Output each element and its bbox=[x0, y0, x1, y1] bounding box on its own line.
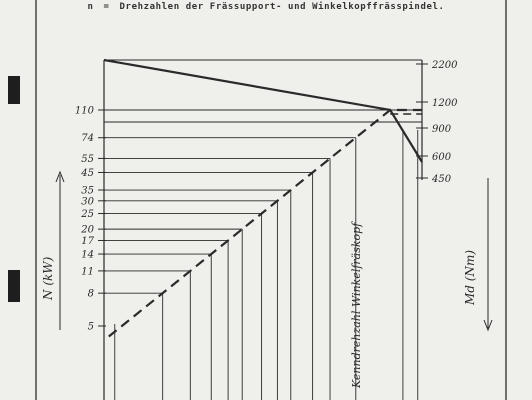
left-tick-label: 45 bbox=[81, 167, 94, 179]
left-tick-label: 8 bbox=[87, 288, 94, 300]
left-tick-label: 20 bbox=[81, 224, 94, 236]
left-axis-label: N (kW) bbox=[41, 256, 55, 300]
series-torque-line bbox=[104, 60, 422, 162]
right-axis-label-group bbox=[463, 250, 477, 306]
left-axis-label-group bbox=[41, 256, 55, 301]
binder-mark-top bbox=[8, 76, 20, 104]
left-tick-label: 35 bbox=[81, 185, 94, 197]
right-tick-label: 600 bbox=[432, 152, 452, 163]
caption-sep: = bbox=[103, 2, 110, 12]
right-tick-label: 1200 bbox=[432, 98, 458, 109]
left-tick-label: 17 bbox=[81, 235, 94, 247]
curve-annotation: Kenndrehzahl Winkelfräskopf bbox=[350, 222, 363, 388]
right-tick-label: 900 bbox=[432, 124, 452, 135]
left-tick-label: 74 bbox=[81, 133, 94, 145]
series-speed-dashed-line bbox=[109, 110, 422, 337]
curve-annotation-group bbox=[350, 221, 363, 389]
left-tick-label: 25 bbox=[81, 209, 94, 221]
right-tick-label: 2200 bbox=[432, 60, 458, 71]
left-tick-label: 30 bbox=[81, 196, 94, 208]
caption-text: Drehzahlen der Frässupport- und Winkelkopffrässpindel. bbox=[119, 2, 445, 12]
caption-key: n bbox=[87, 2, 94, 12]
left-tick-label: 14 bbox=[81, 249, 94, 261]
left-tick-label: 5 bbox=[87, 321, 94, 333]
left-tick-label: 55 bbox=[81, 153, 94, 165]
binder-mark-bottom bbox=[8, 270, 20, 302]
left-tick-label: 110 bbox=[74, 105, 94, 117]
right-axis-label: Md (Nm) bbox=[463, 249, 477, 305]
right-tick-label: 450 bbox=[432, 174, 452, 185]
left-tick-label: 11 bbox=[81, 266, 94, 278]
